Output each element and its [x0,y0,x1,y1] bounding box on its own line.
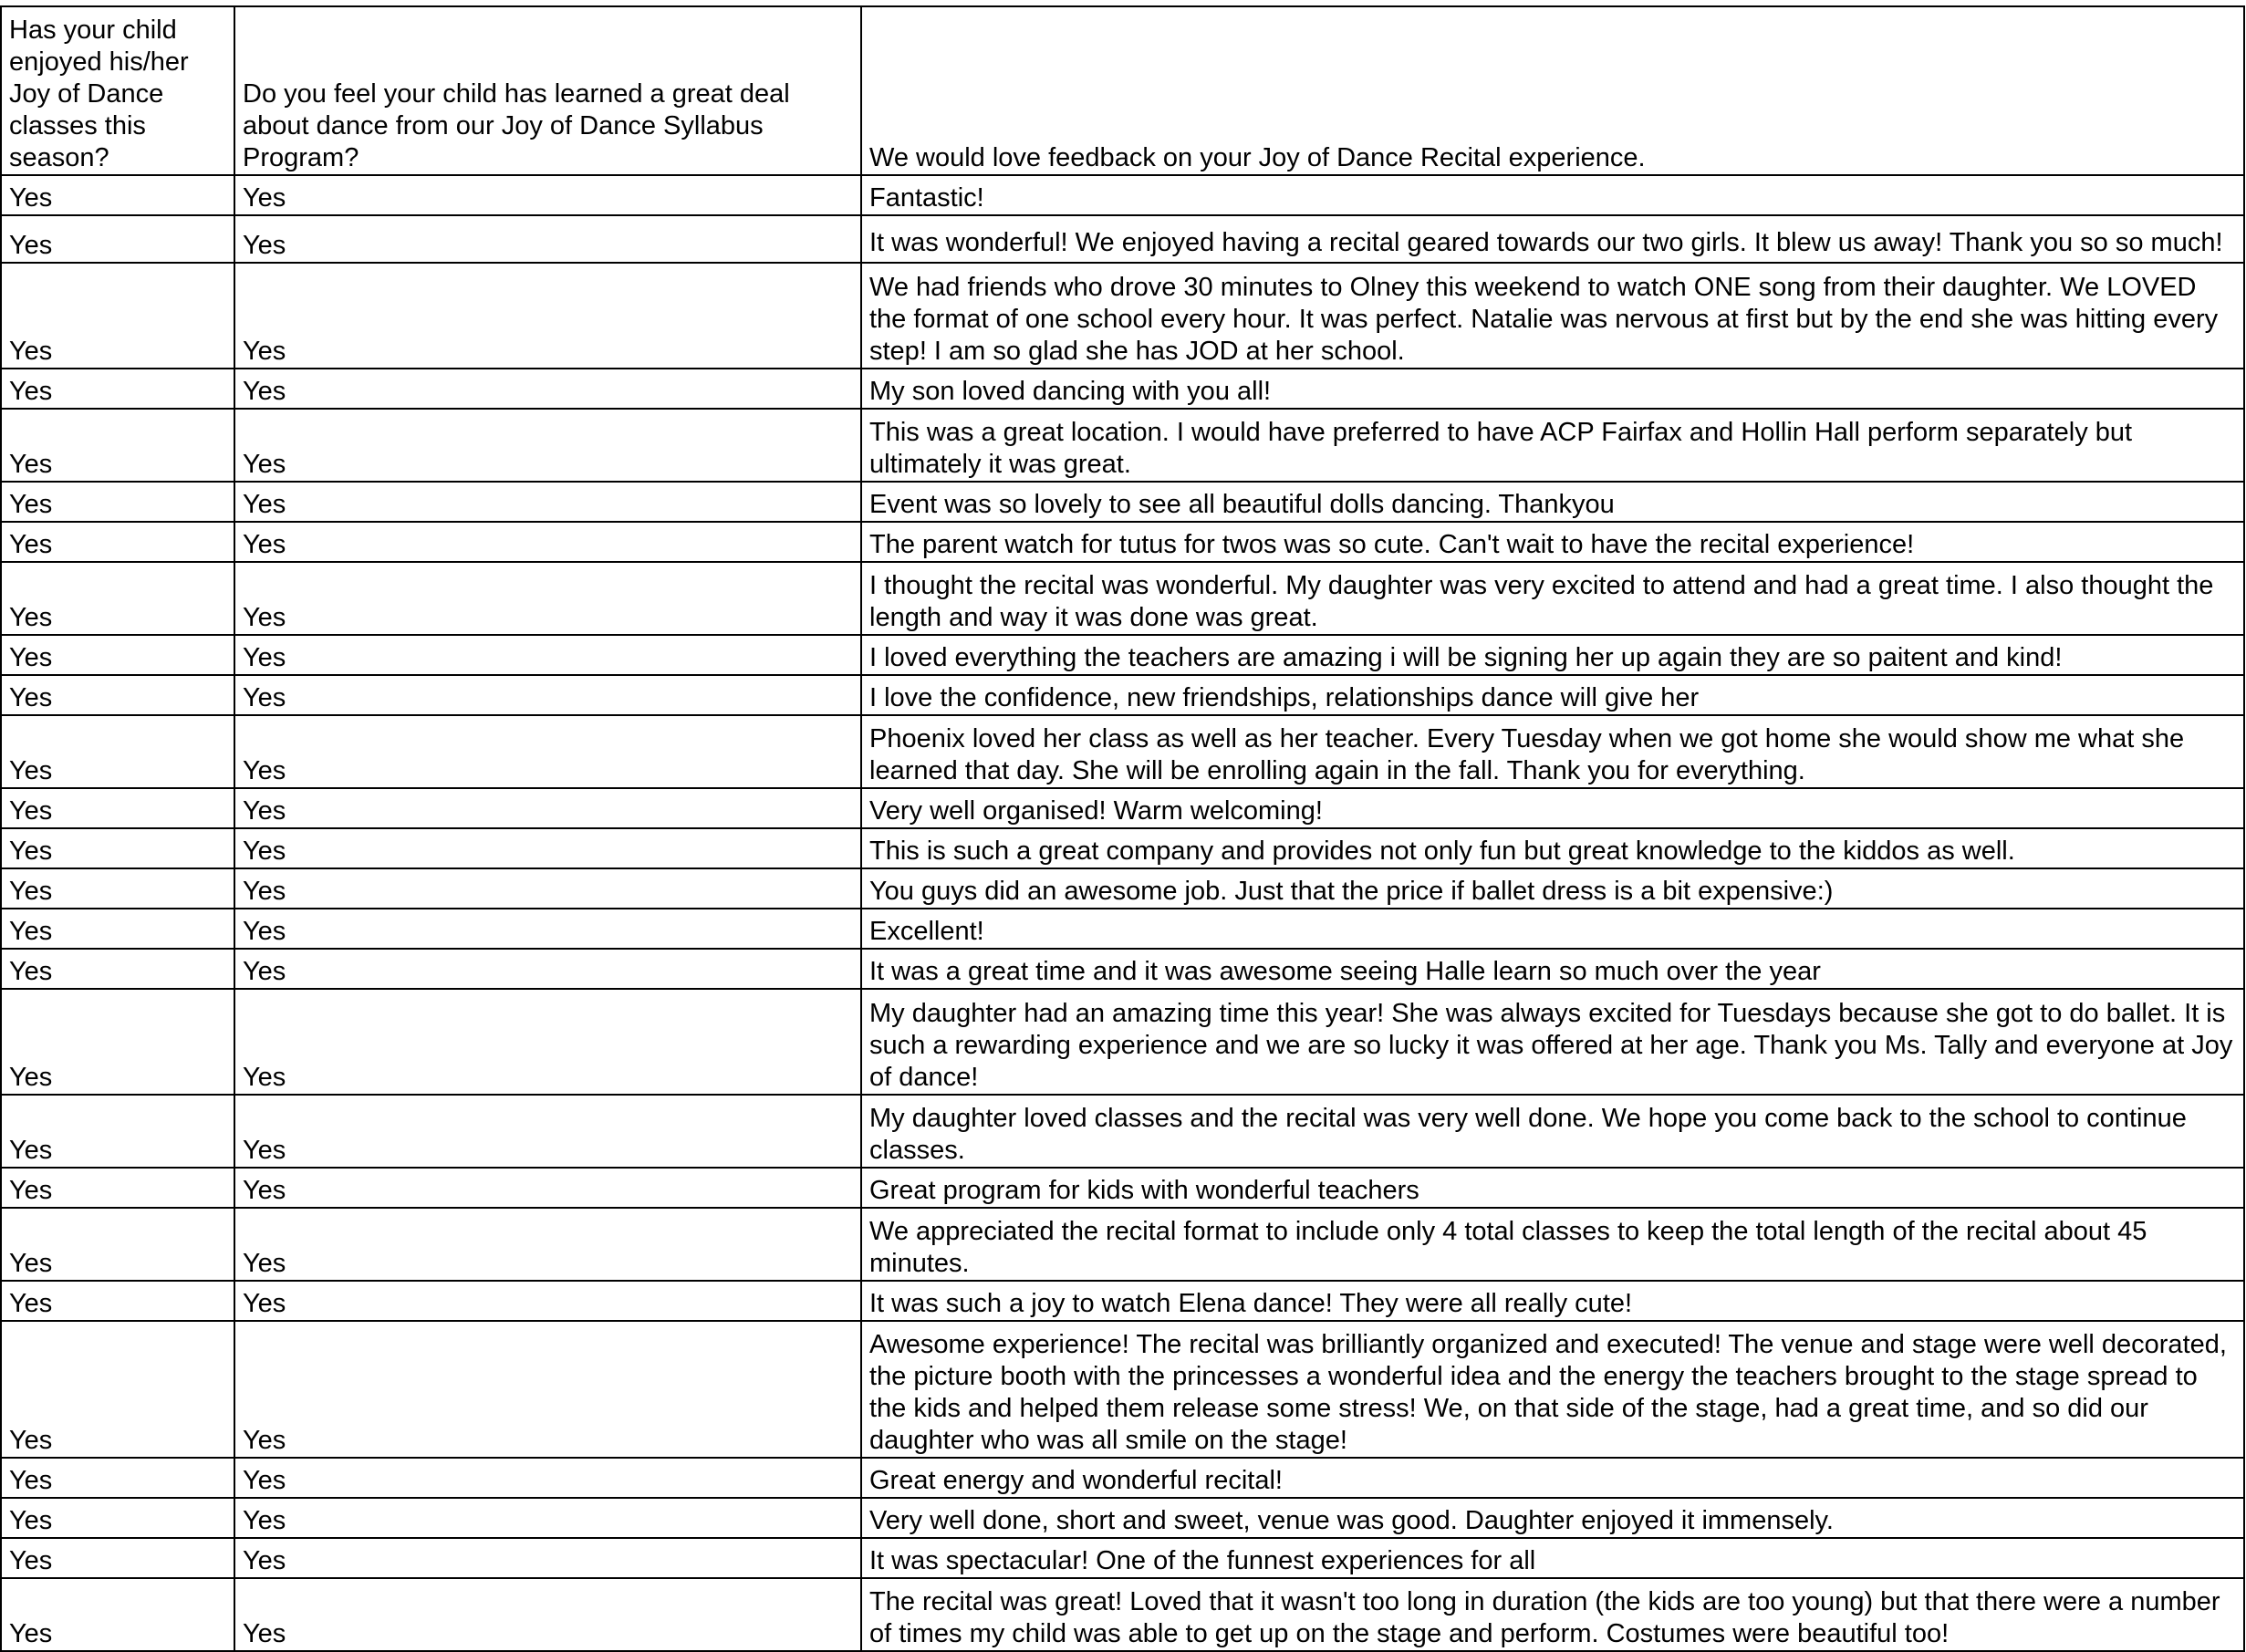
cell-enjoyed[interactable]: Yes [1,1538,234,1578]
cell-feedback[interactable]: It was such a joy to watch Elena dance! They were all really cute! [861,1281,2244,1321]
cell-feedback[interactable]: I thought the recital was wonderful. My daughter was very excited to attend and had a great time. I also thought the length and way it was done was great. [861,562,2244,635]
table-row [1,635,2244,675]
cell-learned[interactable]: Yes [234,522,861,562]
cell-enjoyed[interactable]: Yes [1,1578,234,1651]
cell-clip-wrapper: It was wonderful! We enjoyed having a recital geared towards our two girls. It blew us away! Thank you so so much! [869,228,2223,257]
table-row [1,1498,2244,1538]
cell-feedback[interactable]: You guys did an awesome job. Just that the price if ballet dress is a bit expensive:) [861,868,2244,909]
cell-feedback[interactable]: Excellent! [861,909,2244,949]
table-row [1,1208,2244,1281]
cell-feedback[interactable]: We had friends who drove 30 minutes to Olney this weekend to watch ONE song from their daughter. We LOVED the format of one school every hour. It was perfect. Natalie was nervous at first but by the end she was hitting every step! I am so glad she has JOD at her school. [861,263,2244,369]
cell-enjoyed[interactable]: Yes [1,949,234,989]
cell-enjoyed[interactable]: Yes [1,909,234,949]
table-row [1,482,2244,522]
cell-enjoyed[interactable]: Yes [1,522,234,562]
table-row [1,1321,2244,1458]
cell-learned[interactable]: Yes [234,788,861,828]
header-learned[interactable]: Do you feel your child has learned a great deal about dance from our Joy of Dance Syllabus Program? [234,6,861,175]
cell-learned[interactable]: Yes [234,909,861,949]
table-row [1,1281,2244,1321]
cell-feedback[interactable]: Phoenix loved her class as well as her teacher. Every Tuesday when we got home she would show me what she learned that day. She will be enrolling again in the fall. Thank you for everything. [861,715,2244,788]
table-row [1,562,2244,635]
cell-feedback[interactable]: I loved everything the teachers are amazing i will be signing her up again they are so paitent and kind! [861,635,2244,675]
table-row [1,1578,2244,1651]
table-row [1,369,2244,409]
cell-learned[interactable]: Yes [234,989,861,1095]
cell-learned[interactable]: Yes [234,482,861,522]
table-row [1,1538,2244,1578]
cell-enjoyed[interactable]: Yes [1,1208,234,1281]
table-row [1,263,2244,369]
table-row [1,909,2244,949]
cell-feedback[interactable]: The parent watch for tutus for twos was so cute. Can't wait to have the recital experience! [861,522,2244,562]
cell-enjoyed[interactable]: Yes [1,215,234,263]
cell-learned[interactable]: Yes [234,1458,861,1498]
cell-feedback[interactable]: Awesome experience! The recital was brilliantly organized and executed! The venue and stage were well decorated, the picture booth with the princesses a wonderful idea and the energy the teachers brought to the stage spread to the kids and helped them release some stress! We, on that side of the stage, had a great time, and so did our daughter who was all smile on the stage! [861,1321,2244,1458]
cell-enjoyed[interactable]: Yes [1,263,234,369]
cell-feedback[interactable]: This is such a great company and provides not only fun but great knowledge to the kiddos as well. [861,828,2244,868]
cell-learned[interactable]: Yes [234,1498,861,1538]
cell-enjoyed[interactable]: Yes [1,562,234,635]
table-row [1,868,2244,909]
cell-learned[interactable]: Yes [234,562,861,635]
cell-feedback[interactable]: My daughter loved classes and the recital was very well done. We hope you come back to the school to continue classes. [861,1095,2244,1168]
table-row [1,1168,2244,1208]
cell-feedback[interactable]: I love the confidence, new friendships, relationships dance will give her [861,675,2244,715]
cell-enjoyed[interactable]: Yes [1,482,234,522]
cell-learned[interactable]: Yes [234,675,861,715]
cell-learned[interactable]: Yes [234,215,861,263]
cell-learned[interactable]: Yes [234,1321,861,1458]
cell-learned[interactable]: Yes [234,409,861,482]
cell-feedback[interactable]: We appreciated the recital format to include only 4 total classes to keep the total length of the recital about 45 minutes. [861,1208,2244,1281]
table-row [1,788,2244,828]
table-row [1,409,2244,482]
header-enjoyed[interactable]: Has your child enjoyed his/her Joy of Dance classes this season? [1,6,234,175]
cell-feedback[interactable]: Fantastic! [861,175,2244,215]
cell-enjoyed[interactable]: Yes [1,1095,234,1168]
table-row [1,1095,2244,1168]
cell-learned[interactable]: Yes [234,175,861,215]
table-row [1,675,2244,715]
table-row [1,522,2244,562]
cell-feedback[interactable]: Great program for kids with wonderful teachers [861,1168,2244,1208]
cell-learned[interactable]: Yes [234,1281,861,1321]
table-row [1,1458,2244,1498]
cell-feedback[interactable]: Event was so lovely to see all beautiful dolls dancing. Thankyou [861,482,2244,522]
cell-learned[interactable]: Yes [234,263,861,369]
cell-enjoyed[interactable]: Yes [1,715,234,788]
cell-feedback[interactable]: It was a great time and it was awesome seeing Halle learn so much over the year [861,949,2244,989]
cell-learned[interactable]: Yes [234,1578,861,1651]
cell-enjoyed[interactable]: Yes [1,1498,234,1538]
cell-enjoyed[interactable]: Yes [1,1281,234,1321]
cell-learned[interactable]: Yes [234,828,861,868]
cell-enjoyed[interactable]: Yes [1,1321,234,1458]
cell-feedback[interactable]: My daughter had an amazing time this year! She was always excited for Tuesdays because she got to do ballet. It is such a rewarding experience and we are so lucky it was offered at her age. Thank you Ms. Tally and everyone at Joy of dance! [861,989,2244,1095]
cell-learned[interactable]: Yes [234,1538,861,1578]
survey-table [0,5,2245,1652]
cell-enjoyed[interactable]: Yes [1,828,234,868]
cell-learned[interactable]: Yes [234,1168,861,1208]
cell-feedback[interactable]: Very well done, short and sweet, venue was good. Daughter enjoyed it immensely. [861,1498,2244,1538]
cell-feedback[interactable]: My son loved dancing with you all! [861,369,2244,409]
table-row [1,828,2244,868]
cell-learned[interactable]: Yes [234,635,861,675]
cell-enjoyed[interactable]: Yes [1,868,234,909]
cell-learned[interactable]: Yes [234,1208,861,1281]
cell-enjoyed[interactable]: Yes [1,675,234,715]
header-feedback[interactable]: We would love feedback on your Joy of Dance Recital experience. [861,6,2244,175]
cell-learned[interactable]: Yes [234,949,861,989]
cell-enjoyed[interactable]: Yes [1,409,234,482]
cell-enjoyed[interactable]: Yes [1,369,234,409]
table-row [1,715,2244,788]
cell-learned[interactable]: Yes [234,715,861,788]
cell-learned[interactable]: Yes [234,1095,861,1168]
table-row [1,175,2244,215]
cell-feedback[interactable]: This was a great location. I would have preferred to have ACP Fairfax and Hollin Hall perform separately but ultimately it was great. [861,409,2244,482]
cell-enjoyed[interactable]: Yes [1,1168,234,1208]
cell-learned[interactable]: Yes [234,868,861,909]
header-row [1,6,2244,175]
cell-learned[interactable]: Yes [234,369,861,409]
cell-enjoyed[interactable]: Yes [1,635,234,675]
cell-enjoyed[interactable]: Yes [1,175,234,215]
cell-feedback[interactable]: Very well organised! Warm welcoming! [861,788,2244,828]
cell-feedback[interactable]: It was spectacular! One of the funnest experiences for all [861,1538,2244,1578]
cell-enjoyed[interactable]: Yes [1,788,234,828]
table-row [1,215,2244,263]
table-row [1,949,2244,989]
cell-enjoyed[interactable]: Yes [1,1458,234,1498]
cell-feedback[interactable]: Great energy and wonderful recital! [861,1458,2244,1498]
table-row [1,989,2244,1095]
cell-enjoyed[interactable]: Yes [1,989,234,1095]
cell-feedback[interactable] [861,215,2244,263]
cell-feedback[interactable]: The recital was great! Loved that it wasn't too long in duration (the kids are too young) but that there were a number of times my child was able to get up on the stage and perform. Costumes were beautiful too! [861,1578,2244,1651]
